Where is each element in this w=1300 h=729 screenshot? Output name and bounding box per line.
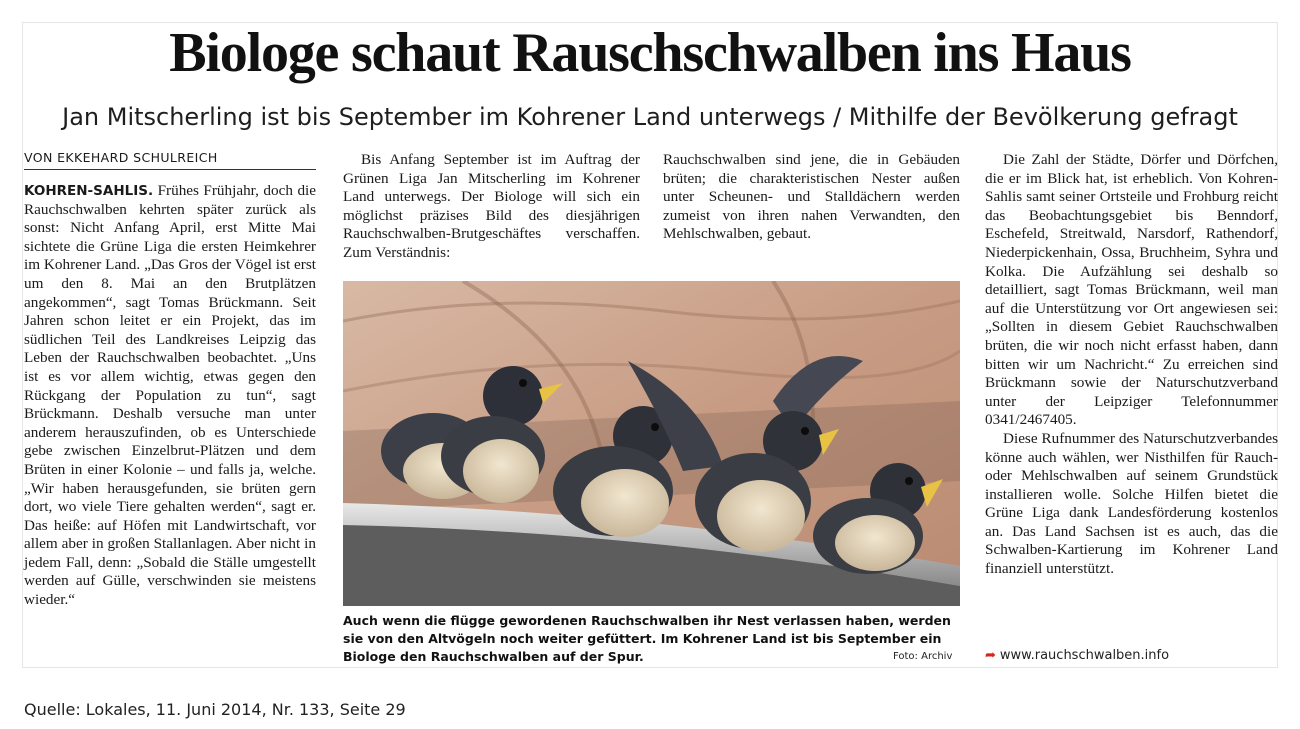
column-4-paragraph-2: Diese Rufnummer des Naturschutzverbandes könne auch wählen, wer Nisthilfen für Rauch- oder Mehlschwalben auf seinem Grundstück installieren wolle. Solche Hilfen bietet die Grüne Liga dank Landesförderung kostenlos an. Das Land Sachsen ist es auch, das die Schwalben-Kartierung im Kohrener Land finanziell unterstützt. xyxy=(985,429,1278,578)
subheadline: Jan Mitscherling ist bis September im Kohrener Land unterwegs / Mithilfe der Bevölkerung gefragt xyxy=(62,103,1238,131)
column-4-paragraph-1: Die Zahl der Städte, Dörfer und Dörfchen, die er im Blick hat, ist erheblich. Von Kohren-Sahlis samt seiner Ortsteile und Frohburg reicht das Beobachtungsgebiet bis Benndorf, Eschefeld, Streitwald, Narsdorf, Rathendorf, Niederpickenhain, Ossa, Bruchheim, Syhra und Kolka. Die Aufzählung sei deshalb so detailliert, sagt Tomas Brückmann, weil man auf die Unterstützung vor Ort angewiesen sei: „Sollten in diesem Gebiet Rauchschwalben brüten, die wir noch nicht erfasst haben, dann bitten wir um Nachricht.“ Zu erreichen sind Brückmann sowie der Naturschutzverband unter der Leipziger Telefonnummer 0341/2467405. xyxy=(985,151,1278,429)
column-1-paragraph xyxy=(24,182,316,610)
web-link-text[interactable]: www.rauchschwalben.info xyxy=(999,648,1170,663)
photo-credit: Foto: Archiv xyxy=(893,651,953,662)
dateline: KOHREN-SAHLIS. xyxy=(24,183,154,199)
web-link[interactable] xyxy=(985,648,1169,663)
column-3-paragraph: Rauchschwalben sind jene, die in Gebäuden brüten; die charakteristischen Nester außen unter Scheunen- und Stalldächern werden zumeist von ihren nahen Verwandten, den Mehlschwalben, gebaut. xyxy=(663,151,960,243)
column-4 xyxy=(985,151,1278,579)
column-3 xyxy=(663,151,960,244)
column-2 xyxy=(343,151,640,263)
byline: VON EKKEHARD SCHULREICH xyxy=(24,150,316,170)
headline: Biologe schaut Rauschschwalben ins Haus xyxy=(169,22,1131,84)
column-1 xyxy=(24,150,316,610)
column-1-text: Frühes Frühjahr, doch die Rauchschwalben kehrten später zurück als sonst: Nicht Anfang April, erst Mitte Mai sichtete die Grüne Liga die ersten Heimkehrer im Kohrener Land. „Das Gros der Vögel ist erst um den 8. Mai an den Brutplätzen angekommen“, sagt Tomas Brückmann. Seit Jahren schon leitet er ein Projekt, das im südlichen Teil des Landkreises Leipzig das Leben der Rauchschwalben beobachtet. „Uns ist es vor allem wichtig, etwas gegen den Rückgang der Population zu tun“, sagt Brückmann. Deshalb versuche man unter anderem herauszufinden, ob es Unterschiede gebe zwischen Einzelbrut-Plätzen und dem Brüten in einer Kolonie – und falls ja, welche. „Wir haben herausgefunden, sie brüten gern dort, wo viele Tiere gehalten werden“, sagt er. Das heiße: auf Höfen mit Landwirtschaft, vor allem aber in großen Stallanlagen. Aber nicht in jedem Fall, denn: „Sobald die Ställe umgestellt werden auf Gülle, verschwinden sie meistens wieder.“ xyxy=(24,182,316,609)
swallows-photo xyxy=(343,281,960,606)
photo-caption: Auch wenn die flügge gewordenen Rauchschwalben ihr Nest verlassen haben, werden sie von den Altvögeln noch weiter gefüttert. Im Kohrener Land ist bis September ein Biologe den Rauchschwalben auf der Spur. xyxy=(343,613,951,664)
source-line: Quelle: Lokales, 11. Juni 2014, Nr. 133, Seite 29 xyxy=(24,700,406,719)
arrow-icon: ➦ xyxy=(985,648,996,663)
column-2-paragraph: Bis Anfang September ist im Auftrag der Grünen Liga Jan Mitscherling im Kohrener Land unterwegs. Der Biologe will sich ein möglichst präzises Bild des diesjährigen Rauchschwalben-Brutgeschäftes verschaffen. Zum Verständnis: xyxy=(343,151,640,261)
